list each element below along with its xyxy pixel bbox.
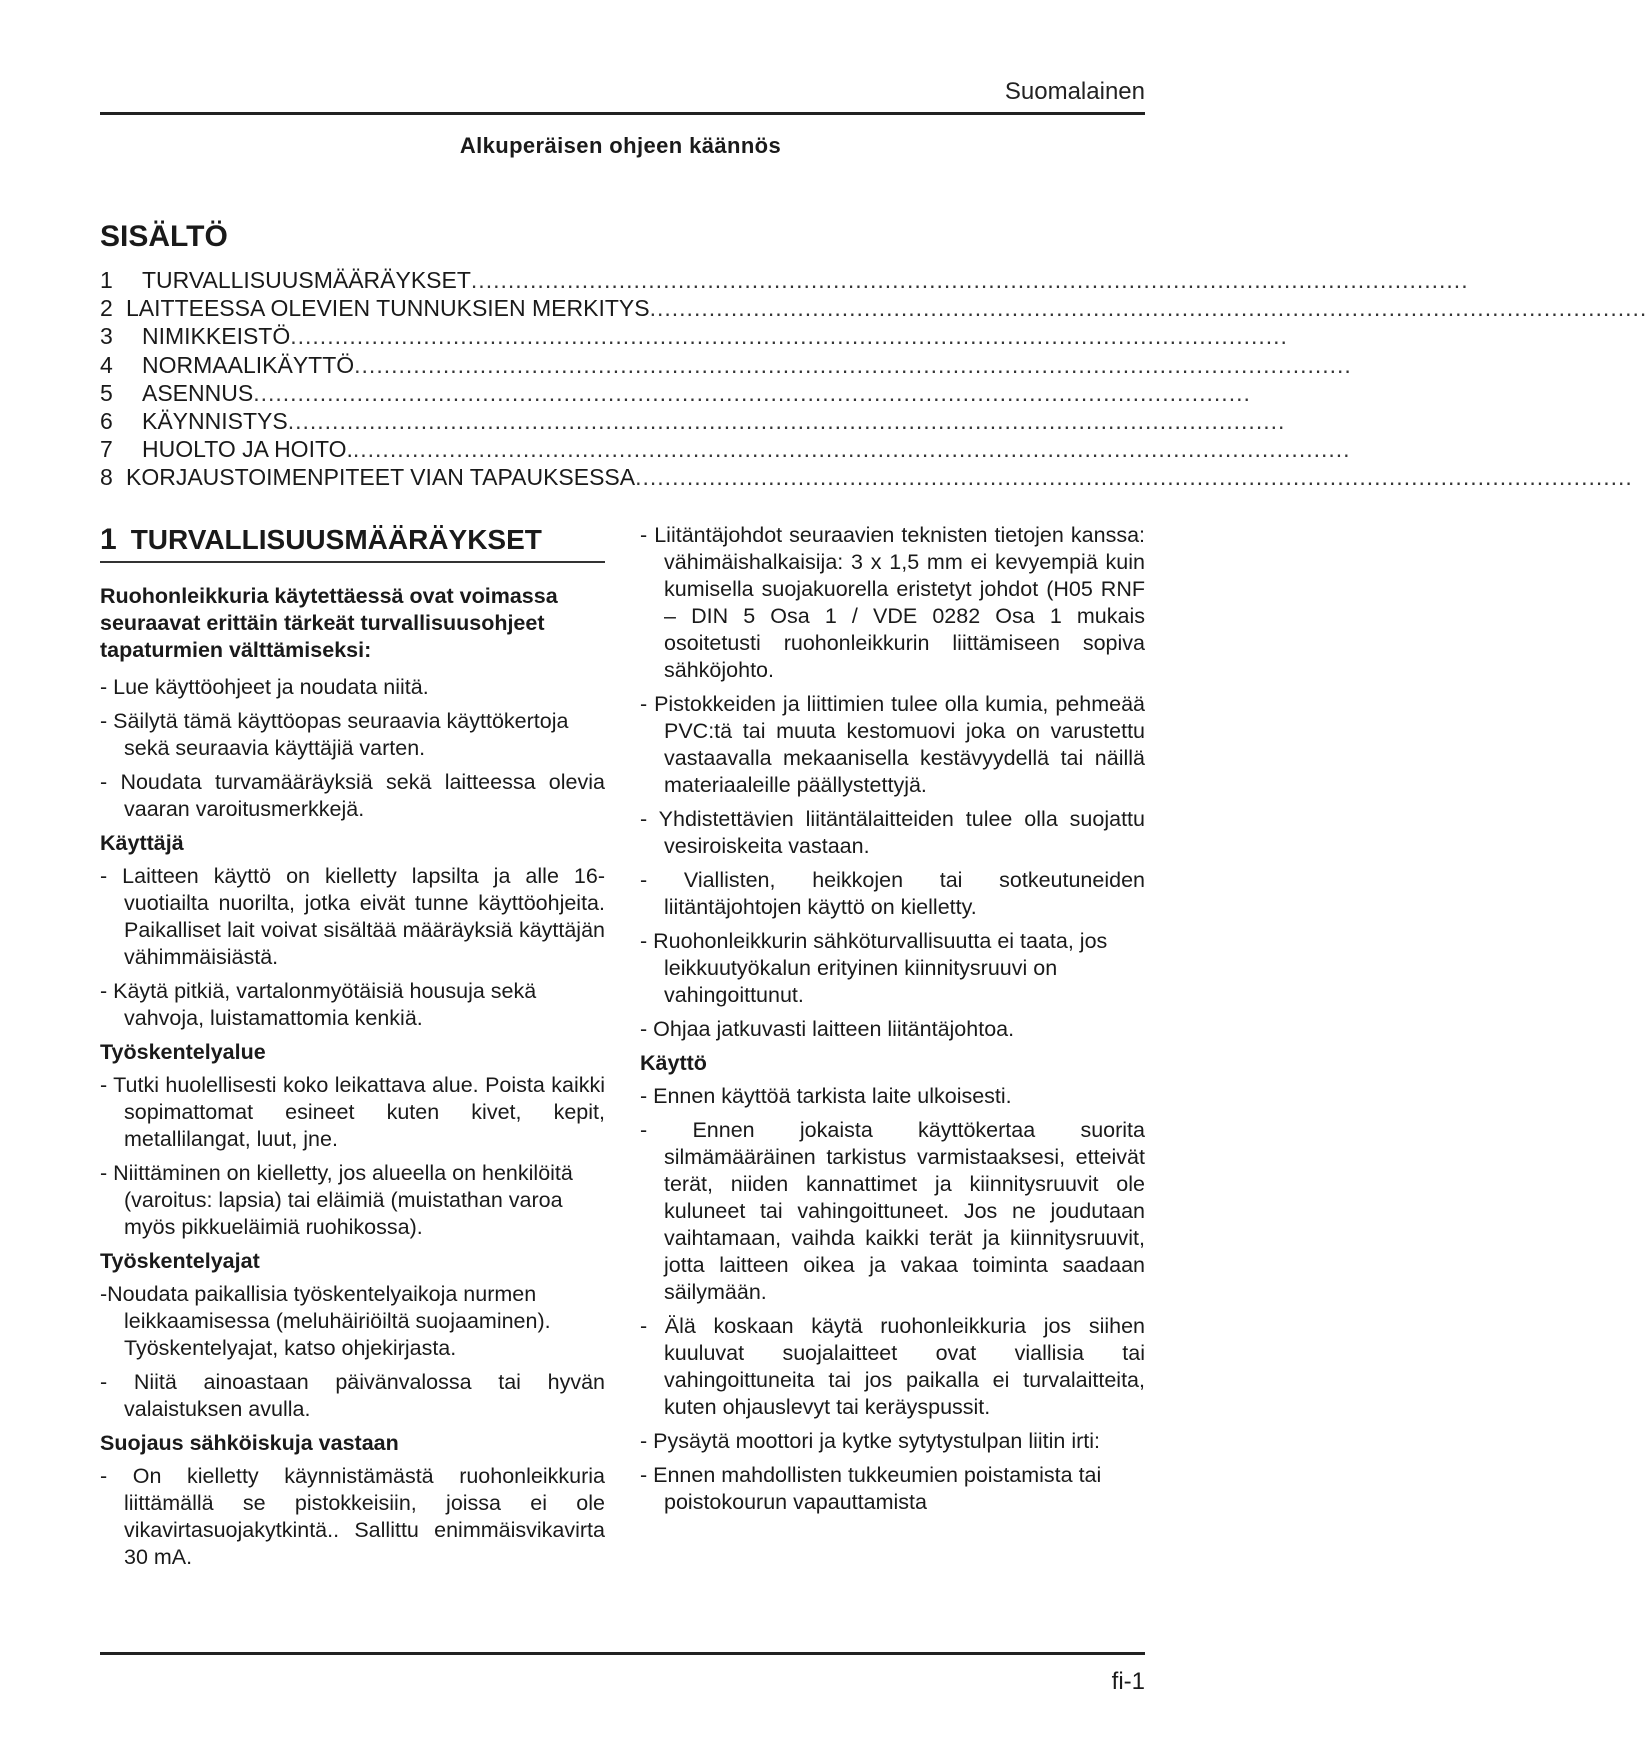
subheading-usage: Käyttö (640, 1051, 707, 1075)
rule-item: - Lue käyttöohjeet ja noudata niitä. (100, 675, 429, 699)
toc-entry[interactable]: 4 NORMAALIKÄYTTÖ ....................................................................................................................................... (100, 351, 1352, 378)
rule-item: - Niittäminen on kielletty, jos alueella on henkilöitä (varoitus: lapsia) tai eläimiä (muistathan varoa myös pikkueläimiä ruohikossa). (100, 1161, 573, 1239)
rule-item: - Pistokkeiden ja liittimien tulee olla kumia, pehmeää PVC:tä tai muuta kestomuovi joka on varustettu vastaavalla mekaanisella kestävyydellä tai näillä materiaaleille päällystettyjä. (640, 692, 1145, 797)
page-number: fi-1 (1111, 1668, 1145, 1695)
left-column (100, 522, 605, 1578)
document-subtitle: Alkuperäisen ohjeen käännös (459, 133, 782, 158)
rule-item: - Ruohonleikkurin sähköturvallisuutta ei taata, jos leikkuutyökalun erityinen kiinnitysruuvi on vahingoittunut. (640, 929, 1108, 1007)
toc-entry[interactable]: 5 ASENNUS ....................................................................................................................................... (100, 379, 1251, 406)
rule-item: - Pysäytä moottori ja kytke sytytystulpan liitin irti: (640, 1429, 1101, 1453)
subheading-electric: Suojaus sähköiskuja vastaan (100, 1431, 399, 1455)
subheading-work-hours: Työskentelyajat (100, 1249, 260, 1273)
footer-rule (100, 1652, 1145, 1655)
toc-entry[interactable]: 7 HUOLTO JA HOITO. ....................................................................................................................................... (100, 436, 1351, 463)
toc-entry[interactable]: 6 KÄYNNISTYS ....................................................................................................................................... (100, 407, 1286, 434)
toc-entry[interactable]: 3 NIMIKKEISTÖ ....................................................................................................................................... (100, 323, 1288, 350)
section-intro: Ruohonleikkuria käytettäessä ovat voimassa seuraavat erittäin tärkeät turvallisuusohjeet tapaturmien välttämiseksi: (100, 584, 558, 662)
subheading-user: Käyttäjä (100, 831, 184, 855)
right-column (640, 522, 1145, 1523)
rule-item: - Noudata turvamääräyksiä sekä laitteessa olevia vaaran varoitusmerkkejä. (100, 770, 605, 821)
rule-item: - Säilytä tämä käyttöopas seuraavia käyttökertoja sekä seuraavia käyttäjiä varten. (100, 709, 569, 760)
rule-item: -Noudata paikallisia työskentelyaikoja nurmen leikkaamisessa (meluhäiriöiltä suojaaminen). Työskentelyajat, katso ohjekirjasta. (100, 1282, 551, 1360)
rule-item: - Tutki huolellisesti koko leikattava alue. Poista kaikki sopimattomat esineet kuten kivet, kepit, metallilangat, luut, jne. (100, 1073, 605, 1151)
rule-item: - Viallisten, heikkojen tai sotkeutuneiden liitäntäjohtojen käyttö on kielletty. (640, 868, 1145, 919)
rule-item: - Älä koskaan käytä ruohonleikkuria jos siihen kuuluvat suojalaitteet ovat viallisia tai vahingoittuneita tai jos paikalla ei turvalaitteita, kuten ohjauslevyt tai keräyspussit. (640, 1314, 1145, 1419)
header-rule (100, 112, 1145, 115)
rule-item: - Laitteen käyttö on kielletty lapsilta ja alle 16-vuotiailta nuorilta, jotka eivät tunne käyttöohjeita. Paikalliset lait voivat sisältää määräyksiä käyttäjän vähimmäisiästä. (100, 864, 605, 969)
rule-item: - Yhdistettävien liitäntälaitteiden tulee olla suojattu vesiroiskeita vastaan. (640, 807, 1145, 858)
table-of-contents (100, 266, 1647, 492)
toc-entry[interactable]: 1 TURVALLISUUSMÄÄRÄYKSET ....................................................................................................................................... (100, 267, 1469, 293)
rule-item: - Käytä pitkiä, vartalonmyötäisiä housuja sekä vahvoja, luistamattomia kenkiä. (100, 979, 537, 1030)
rule-item: - Ennen jokaista käyttökertaa suorita silmämääräinen tarkistus varmistaaksesi, etteivät terät, niiden kannattimet ja kiinnitysruuvit ole kuluneet tai vahingoittuneet. Jos ne joudutaan vaihtamaan, vaihda kaikki terät ja kiinnitysruuvit, jotta laitteen oikea ja vakaa toiminta saadaan säilymään. (640, 1118, 1145, 1304)
toc-title: SISÄLTÖ (100, 220, 228, 253)
toc-entry[interactable]: 8 KORJAUSTOIMENPITEET VIAN TAPAUKSESSA ....................................................................................................................................... (100, 464, 1633, 491)
header-language: Suomalainen (1004, 78, 1145, 105)
toc-entry[interactable]: 2 LAITTEESSA OLEVIEN TUNNUKSIEN MERKITYS ....................................................................................................................................... (100, 295, 1647, 322)
rule-item: - On kielletty käynnistämästä ruohonleikkuria liittämällä se pistokkeisiin, joissa ei ole vikavirtasuojakytkintä.. Sallittu enimmäisvikavirta 30 mA. (100, 1464, 605, 1569)
rule-item: - Ohjaa jatkuvasti laitteen liitäntäjohtoa. (640, 1017, 1015, 1041)
subheading-work-area: Työskentelyalue (100, 1040, 266, 1064)
rule-item: - Ennen käyttöä tarkista laite ulkoisesti. (640, 1084, 1012, 1108)
rule-item: - Ennen mahdollisten tukkeumien poistamista tai poistokourun vapauttamista (640, 1463, 1102, 1514)
rule-item: - Niitä ainoastaan päivänvalossa tai hyvän valaistuksen avulla. (100, 1370, 605, 1421)
rule-item: - Liitäntäjohdot seuraavien teknisten tietojen kanssa: vähimäishalkaisija: 3 x 1,5 mm ei kevyempiä kuin kumisella suojakuorella eristetyt johdot (H05 RNF – DIN 5 Osa 1 / VDE 0282 Osa 1 mukais osoitetusti ruohonleikkurin liittämiseen sopiva sähköjohto. (640, 523, 1145, 682)
section-heading: 1 TURVALLISUUSMÄÄRÄYKSET (100, 526, 605, 563)
